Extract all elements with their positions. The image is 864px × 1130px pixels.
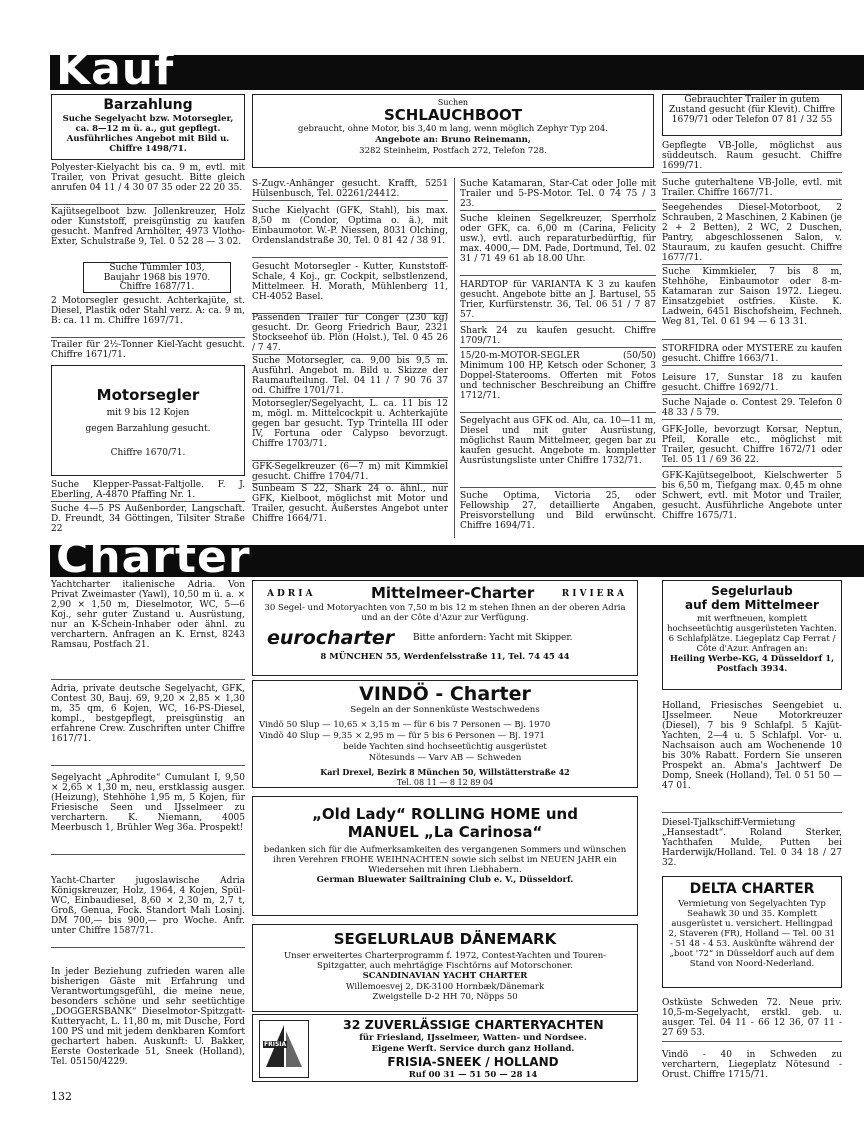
classified-ad: Suche Optima, Victoria 25, oder Fellowship 27, detaillierte Angaben, Preisvorstellung und Bild erwünscht. Chiffre 1694/71. [460, 491, 656, 531]
segelurlaub-addr: Heiling Werbe-KG, 4 Düsseldorf 1, Postfach 3934. [669, 654, 835, 674]
classified-ad: Suche Najade o. Contest 29. Telefon 0 48 33 / 5 79. [662, 398, 842, 418]
classified-ad: GFK-Segelkreuzer (6—7 m) mit Kimmkiel gesucht. Chiffre 1704/71. [252, 462, 448, 482]
classified-ad: Holland, Friesisches Seengebiet u. IJsselmeer. Neue Motorkreuzer (Diesel), 7 bis 9 Schlafpl. 5 Kajüt-Yachten, 2—4 u. 5 Schlafpl. Vor- u. Nachsaison auch am Wochenende 10 bis 30% Rabatt. Fordern Sie unseren Prospekt an. Abma's Jachtwerf De Domp, Sneek (Holland), Tel. 0 51 50 — 47 01. [662, 701, 842, 813]
barzahlung-body: Suche Segelyacht bzw. Motorsegler, ca. 8—12 m ü. a., gut gepflegt. Ausführliches Angebot mit Bild u. Chiffre 1498/71. [62, 114, 234, 154]
frisia-phone: Ruf 00 31 — 51 50 — 28 14 [408, 1070, 538, 1080]
charter-section-title: Charter [56, 532, 251, 583]
delta-charter-ad [662, 876, 842, 988]
classified-ad: Sunbeam S 22, Shark 24 o. ähnl., nur GFK, Kielboot, möglichst mit Motor und Trailer, gesucht. Äußerstes Angebot unter Chiffre 1664/71. [252, 484, 448, 524]
classified-ad: Gepflegte VB-Jolle, möglichst aus süddeutsch. Raum gesucht. Chiffre 1699/71. [662, 141, 842, 171]
classified-ad: S-Zugv.-Anhänger gesucht. Krafft, 5251 Hülsenbusch, Tel. 02261/24412. [252, 179, 448, 199]
daenemark-name: SCANDINAVIAN YACHT CHARTER [362, 971, 528, 981]
classified-ad: Suche Katamaran, Star-Cat oder Jolle mit Trailer und 5-PS-Motor. Tel. 0 74 75 / 3 23. [460, 179, 656, 209]
classified-ad: Leisure 17, Sunstar 18 zu kaufen gesucht. Chiffre 1692/71. [662, 373, 842, 393]
kauf-section-title: Kauf [56, 44, 175, 95]
classified-ad: Kajütsegelboot bzw. Jollenkreuzer, Holz oder Kunststoff, preisgünstig zu kaufen gesucht. Manfred Arnhölter, 4973 Vlotho-Exter, Schulstraße 9, Tel. 0 52 28 — 3 02. [51, 207, 245, 247]
classified-ad: Suche Kimmkieler, 7 bis 8 m, Stehhöhe, Einbaumotor oder 8-m-Katamaran zur Saison 1972. Liegeu. Einsatzgebiet ostfries. Küste. K. Ladwein, 6451 Bischofsheim, Fechneh. Weg 81, Tel. 0 61 94 — 6 13 31. [662, 267, 842, 340]
motorsegler-line: mit 9 bis 12 Kojen [106, 408, 190, 418]
classified-ad: Suche Klepper-Passat-Faltjolle. F. J. Eberling, A-4870 Pfaffing Nr. 1. [51, 480, 245, 500]
daenemark-addr: Willemoesvej 2, DK-3100 Hornbæk/Dänemark [345, 982, 545, 992]
classified-ad: Vindö - 40 in Schweden zu verchartern, Liegeplatz Nötesund - Orust. Chiffre 1715/71. [662, 1050, 842, 1080]
classified-ad: Yachtcharter italienische Adria. Von Privat Zweimaster (Yawl), 10,50 m ü. a. × 2,90 × 1,50 m, Dieselmotor, WC, 5—6 Koj., sehr guter Zustand u. Ausrüstung, nur an K-Schein-Inhaber oder ähnl. zu verchartern. Anfragen an K. Ernst, 8243 Ramsau, Postfach 21. [51, 580, 245, 680]
schlauchboot-line: Angebote an: Bruno Reinemann, [375, 135, 531, 145]
motorsegler-line: Chiffre 1670/71. [110, 448, 186, 458]
frisia-heading: 32 ZUVERLÄSSIGE CHARTERYACHTEN [343, 1017, 604, 1032]
motorsegler-line: gegen Barzahlung gesucht. [85, 424, 211, 434]
schlauchboot-heading: SCHLAUCHBOOT [384, 106, 522, 124]
vindoe-sub: Segeln an der Sonnenküste Westschwedens [350, 705, 540, 715]
classified-ad: Diesel-Tjalkschiff-Vermietung „Hansestadt“. Roland Sterker, Yachthafen Mulde, Putten bei Harderwijk/Holland. Tel. 0 34 18 / 27 32. [662, 818, 842, 868]
classified-ad: Yacht-Charter jugoslawische Adria Königskreuzer, Holz, 1964, 4 Kojen, Spül-WC, Einbaudiesel, 8,60 × 2,30 m, 2,7 t, Groß, Genua, Fock. Standort Mali Losinj. DM 700,— bis 900,— pro Woche. Anfr. unter Chiffre 1587/71. [51, 876, 245, 948]
old-lady-heading: MANUEL „La Carinosa“ [347, 823, 543, 841]
schlauchboot-ad [252, 94, 654, 168]
eurocharter-text: Bitte anfordern: Yacht mit Skipper. [413, 633, 573, 643]
motorsegler-ad [51, 365, 245, 476]
segelurlaub-body: mit werftneuen, komplett hochseetüchtig ausgerüsteten Yachten. 6 Schlafplätze. Liegeplatz Cap Ferrat / Côte d'Azur. Anfragen an: [667, 614, 837, 654]
schlauchboot-line: gebraucht, ohne Motor, bis 3,40 m lang, wenn möglich Zephyr Typ 204. [298, 124, 608, 134]
classified-ad: Suche 4—5 PS Außenborder, Langschaft. D. Freundt, 34 Göttingen, Tilsiter Straße 22 [51, 504, 245, 534]
classified-ad: Gesucht Motorsegler - Kutter, Kunststoff-Schale, 4 Koj., gr. Cockpit, selbstlenzend, Mittelmeer. H. Morath, Mühlenberg 11, CH-4052 Basel. [252, 262, 448, 314]
frisia-name: FRISIA-SNEEK / HOLLAND [387, 1055, 559, 1069]
delta-body: Vermietung von Segelyachten Typ Seahawk 30 und 35. Komplett ausgerüstet u. versichert. Hellingpad 2, Staveren (FR), Holland — Tel. 00 31 - 51 48 - 4 53. Auskünfte während der „boot '72“ in Düsseldorf auch auf dem Stand von Noord-Nederland. [668, 899, 836, 969]
classified-ad: Suche guterhaltene VB-Jolle, evtl. mit Trailer. Chiffre 1667/71. [662, 178, 842, 198]
classified-ad: Passenden Trailer für Conger (230 kg) gesucht. Dr. Georg Friedrich Baur, 2321 Stockseehof üb. Plön (Holst.), Tel. 0 45 26 / 7 47. [252, 313, 448, 353]
tuemmler-ad: Suche Tümmler 103, Baujahr 1968 bis 1970. Chiffre 1687/71. [83, 262, 231, 293]
column-divider [454, 178, 455, 538]
vindoe-heading: VINDÖ - Charter [359, 683, 531, 705]
schlauchboot-line: 3282 Steinheim, Postfach 272, Telefon 728. [359, 146, 547, 156]
riviera-label: RIVIERA [561, 589, 627, 599]
classified-ad: Ostküste Schweden 72. Neue priv. 10,5-m-Segelyacht, erstkl. geb. u. ausger. Tel. 04 11 - 66 12 36, 07 11 - 27 69 53. [662, 998, 842, 1042]
frisia-logo-text: FRISIA [264, 1041, 287, 1048]
classified-ad: Polyester-Kielyacht bis ca. 9 m, evtl. mit Trailer, von Privat gesucht. Bitte gleich anrufen 04 11 / 4 30 07 35 oder 22 20 35. [51, 163, 245, 205]
classified-ad: STORFIDRA oder MYSTÈRE zu kaufen gesucht. Chiffre 1663/71. [662, 344, 842, 364]
classified-ad: Suche kleinen Segelkreuzer, Sperrholz oder GFK, ca. 6,00 m (Carina, Felicity usw.), evtl. auch reparaturbedürftig, für max. 4000,— DM. Pade, Dortmund, Tel. 02 31 / 71 49 61 ab 18.00 Uhr. [460, 214, 656, 276]
vindoe-line: Karl Drexel, Bezirk 8 München 50, Willstätterstraße 42 [320, 767, 570, 777]
frisia-logo [259, 1020, 309, 1078]
classified-ad: 2 Motorsegler gesucht. Achterkajüte, st. Diesel, Plastik oder Stahl verz. A: ca. 9 m, B: ca. 11 m. Chiffre 1697/71. [51, 296, 245, 338]
classified-ad: GFK-Kajütsegelboot, Kielschwerter 5 bis 6,50 m, Tiefgang max. 0,45 m ohne Schwert, evtl. mit Motor und Trailer, gesucht. Ausführliche Angebote unter Chiffre 1675/71. [662, 471, 842, 521]
classified-ad: In jeder Beziehung zufrieden waren alle bisherigen Gäste mit Erfahrung und Verantwortungsgefühl, die meine neue, besonders schöne und sehr seetüchtige „DOGGERSBANK“ Dieselmotor-Spitzgatt-Kutteryacht, L. 11,80 m, mit Dusche, Ford 100 PS und mit jedem denkbaren Komfort gechartert haben. Auskunft: U. Bakker, Eerste Oosterkade 51, Sneek (Holland), Tel. 05150/4229. [51, 967, 245, 1067]
segelurlaub-heading: auf dem Mittelmeer [685, 598, 819, 612]
old-lady-heading: „Old Lady“ ROLLING HOME und [312, 805, 578, 823]
page-number: 132 [51, 1090, 72, 1103]
schlauchboot-kicker: Suchen [437, 98, 469, 107]
mittelmeer-charter-ad [252, 580, 638, 676]
segelurlaub-heading: Segelurlaub [711, 584, 793, 598]
adria-label: ADRIA [267, 589, 316, 599]
daenemark-heading: SEGELURLAUB DÄNEMARK [333, 930, 557, 948]
classified-ad: Suche Motorsegler, ca. 9,00 bis 9,5 m. Ausführl. Angebot m. Bild u. Skizze der Raumaufteilung. Tel. 04 11 / 7 90 76 37 od. Chiffre 1701/71. [252, 356, 448, 396]
barzahlung-heading: Barzahlung [103, 97, 193, 113]
mittelmeer-address: 8 MÜNCHEN 55, Werdenfelsstraße 11, Tel. 74 45 44 [320, 652, 570, 662]
mittelmeer-body: 30 Segel- und Motoryachten von 7,50 m bis 12 m stehen Ihnen an der oberen Adria und an der Côte d'Azur zur Verfügung. [264, 603, 626, 623]
classified-ad: Suche Kielyacht (GFK, Stahl), bis max. 8,50 m (Condor, Optima o. ä.), mit Einbaumotor. W.-P. Niessen, 8031 Olching, Ordenslandstraße 30, Tel. 0 81 42 / 38 91. [252, 206, 448, 258]
vindoe-line: Nötesunds — Varv AB — Schweden [368, 753, 522, 763]
eurocharter-logo: eurocharter [267, 627, 395, 649]
frisia-line: für Friesland, IJsselmeer, Watten- und Nordsee. [359, 1033, 587, 1043]
barzahlung-ad [51, 94, 245, 160]
classified-ad: 15/20-m-MOTOR-SEGLER (50/50) Minimum 100 HP, Ketsch oder Schoner, 3 Doppel-Staterooms. Offerten mit Fotos und technischer Beschreibung an Chiffre 1712/71. [460, 351, 656, 413]
classified-ad: HARDTOP für VARIANTA K 3 zu kaufen gesucht. Angebote bitte an J. Bartusel, 55 Trier, Kurfürstenstr. 36, Tel. 06 51 / 7 87 57. [460, 280, 656, 320]
vindoe-line: beide Yachten sind hochseetüchtig ausgerüstet [343, 742, 547, 752]
classified-ad: Seegehendes Diesel-Motorboot, 2 Schrauben, 2 Maschinen, 2 Kabinen (je 2 + 2 Betten), 2 WC, 2 Duschen, Pantry, abgeschlossenen Salon, v. Stauraum, zu kaufen gesucht. Chiffre 1677/71. [662, 203, 842, 263]
frisia-charter-ad [252, 1014, 638, 1082]
delta-heading: DELTA CHARTER [689, 881, 815, 897]
segelurlaub-mittelmeer-ad [662, 580, 842, 690]
old-lady-sign: German Bluewater Sailtraining Club e. V., Düsseldorf. [316, 875, 574, 885]
classified-ad: Motorsegler/Segelyacht, L. ca. 11 bis 12 m, mögl. m. Mittelcockpit u. Achterkajüte gegen bar gesucht. Typ Trintella III oder IV, Fortuna oder Calypso bevorzugt. Chiffre 1703/71. [252, 399, 448, 461]
old-lady-ad [252, 796, 638, 916]
daenemark-addr: Zweigstelle D-2 HH 70, Nöpps 50 [372, 992, 518, 1002]
daenemark-body: Unser erweitertes Charterprogramm f. 1972, Contest-Yachten und Touren-Spitzgatter, auch mehrtägige Fischtörns auf Motorschoner. [283, 951, 607, 971]
mittelmeer-heading: Mittelmeer-Charter [371, 584, 535, 602]
classified-ad: Adria, private deutsche Segelyacht, GFK, Contest 30, Bauj. 69, 9,20 × 2,85 × 1,30 m, 35 qm, 6 Kojen, WC, 16-PS-Diesel, kompl., bestgepflegt, preisgünstig an erfahrene Crew. Zuschriften unter Chiffre 1617/71. [51, 684, 245, 766]
classified-ad: Shark 24 zu kaufen gesucht. Chiffre 1709/71. [460, 326, 656, 346]
trailer-ad: Gebrauchter Trailer in gutem Zustand gesucht (für Klevit). Chiffre 1679/71 oder Telefon 07 81 / 32 55 [662, 94, 842, 136]
classified-ad: Trailer für 2½-Tonner Kiel-Yacht gesucht. Chiffre 1671/71. [51, 340, 245, 360]
vindoe-charter-ad [252, 680, 638, 788]
sailboat-icon [260, 1021, 308, 1077]
motorsegler-heading: Motorsegler [96, 386, 200, 404]
classified-ad: Segelyacht „Aphrodite“ Cumulant I, 9,50 × 2,65 × 1,30 m, neu, erstklassig ausger. (Heizung), Stehhöhe 1,95 m, 5 Kojen, für Friesische Seen und IJsselmeer zu verchartern. K. Niemann, 4005 Meerbusch 1, Brühler Weg 36a. Prospekt! [51, 773, 245, 855]
segelurlaub-daenemark-ad [252, 924, 638, 1012]
classified-ad: GFK-Jolle, bevorzugt Korsar, Neptun, Pfeil, Koralle etc., möglichst mit Trailer, gesucht. Chiffre 1672/71 oder Tel. 05 11 / 69 36 22. [662, 425, 842, 465]
old-lady-body: bedanken sich für die Aufmerksamkeiten des vergangenen Sommers und wünschen ihren Verehren FROHE WEIHNACHTEN sowie sich selbst im NEUEN JAHR ein Wiedersehen mit ihren Liebhabern. [263, 845, 627, 875]
frisia-line: Eigene Werft. Service durch ganz Holland. [371, 1044, 575, 1054]
vindoe-row: Vindö 40 Slup — 9,35 × 2,95 m — für 5 bis 6 Personen — Bj. 1971 [259, 731, 545, 741]
vindoe-row: Vindö 50 Slup — 10,65 × 3,15 m — für 6 bis 7 Personen — Bj. 1970 [259, 720, 551, 730]
classified-ad: Segelyacht aus GFK od. Alu, ca. 10—11 m, Diesel und mit guter Ausrüstung, möglichst Raum Mittelmeer, gegen bar zu kaufen gesucht. Angebote m. kompletter Ausrüstungsliste unter Chiffre 1732/71. [460, 416, 656, 488]
vindoe-line: Tel. 08 11 — 8 12 89 04 [396, 778, 494, 787]
